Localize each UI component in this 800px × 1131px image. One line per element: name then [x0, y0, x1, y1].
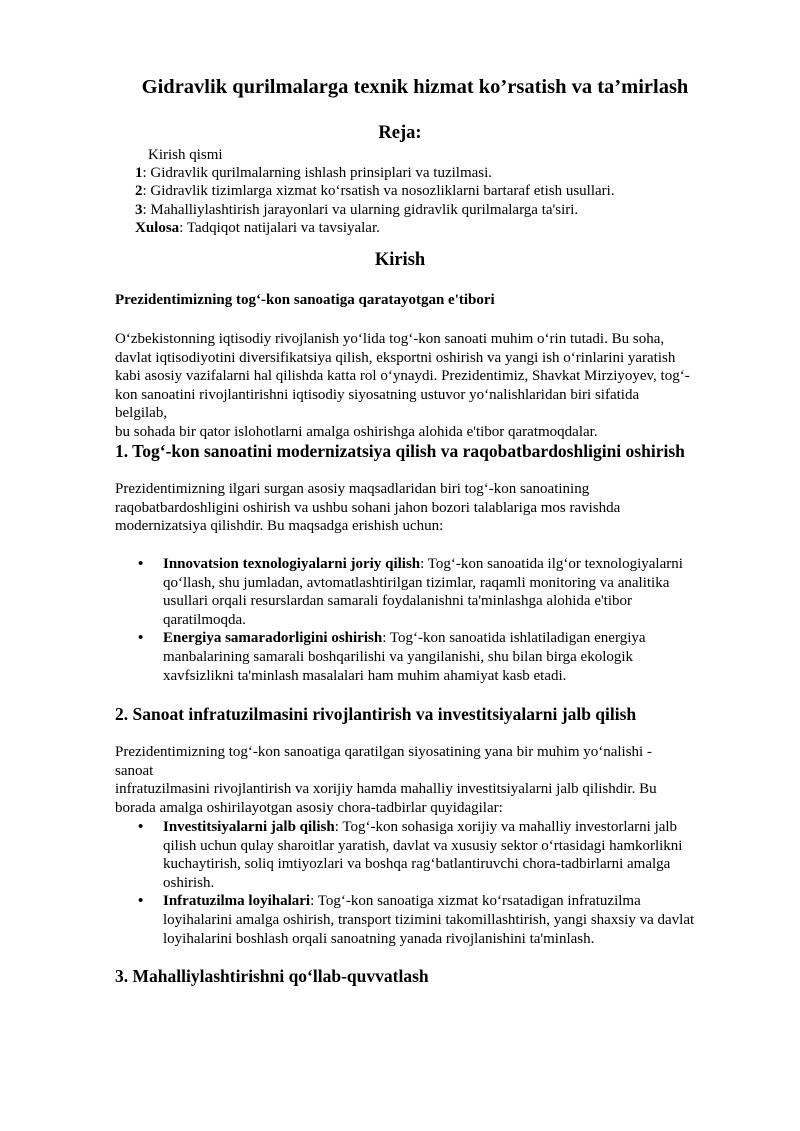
plan-item-text: : Mahalliylashtirish jarayonlari va ularning gidravlik qurilmalarga ta'siri. — [142, 201, 579, 218]
bullet-text: loyihalarini amalga oshirish, transport tizimini takomillashtirish, yangi shaxsiy va davlat — [163, 911, 695, 928]
bullet-text: : Tog‘-kon sohasiga xorijiy va mahalliy investorlarni jalb — [334, 819, 678, 835]
intro-paragraph — [115, 330, 690, 442]
paragraph-line: modernizatsiya qilishdir. Bu maqsadga erishish uchun: — [115, 518, 444, 535]
document-title: Gidravlik qurilmalarga texnik hizmat ko’rsatish va ta’mirlash — [141, 76, 689, 98]
bullet-text: kuchaytirish, soliq imtiyozlari va boshqa rag‘batlantiruvchi chora-tadbirlarni amalga — [163, 856, 671, 873]
bullet-text: qo‘llash, shu jumladan, avtomatlashtirilgan tizimlar, raqamli monitoring va analitika — [163, 574, 670, 591]
bullet-text: xavfsizlikni ta'minlash masalalari ham muhim ahamiyat kasb etadi. — [163, 667, 567, 684]
section2-bullet-list — [135, 818, 695, 948]
section1-bullet-list — [135, 555, 695, 685]
intro-heading: Kirish — [374, 250, 426, 270]
paragraph-line: davlat iqtisodiyotini diversifikatsiya qilish, eksportni oshirish va yangi ish o‘rinlarini yaratish — [115, 349, 676, 366]
bullet-term: Energiya samaradorligini oshirish — [163, 630, 383, 647]
plan-item-label: 1 — [135, 165, 143, 182]
list-item — [135, 555, 695, 629]
section2-heading: 2. Sanoat infratuzilmasini rivojlantirish va investitsiyalarni jalb qilish — [115, 704, 637, 724]
bullet-icon: • — [138, 556, 144, 572]
section2-paragraph — [115, 743, 690, 817]
paragraph-line: raqobatbardoshligini oshirish va ushbu sohani jahon bozori talablariga mos ravishda — [115, 499, 621, 516]
plan-item-text: : Gidravlik qurilmalarning ishlash prinsiplari va tuzilmasi. — [142, 165, 493, 182]
bullet-icon: • — [138, 819, 144, 835]
plan-heading: Reja: — [378, 123, 422, 143]
bullet-text: usullari orqali resurslardan samarali foydalanishni ta'minlashga alohida e'tibor — [163, 593, 633, 610]
paragraph-line: borada amalga oshirilayotgan asosiy chora-tadbirlar quyidagilar: — [115, 799, 503, 816]
paragraph-line: O‘zbekistonning iqtisodiy rivojlanish yo‘lida tog‘-kon sanoati muhim o‘rin tutadi. Bu soha, — [115, 331, 665, 347]
plan-item — [135, 182, 615, 200]
list-item — [135, 892, 695, 948]
bullet-text: qilish uchun qulay sharoitlar yaratish, davlat va xususiy sektor o‘rtasidagi hamkorlikni — [163, 837, 683, 854]
bullet-term: Infratuzilma loyihalari — [163, 893, 311, 910]
plan-item-label: 3 — [135, 201, 143, 218]
bullet-term: Innovatsion texnologiyalarni joriy qilish — [163, 556, 421, 572]
plan-item-label: Xulosa — [135, 219, 180, 236]
plan-item-intro: Kirish qismi — [148, 147, 223, 163]
paragraph-line: kabi asosiy vazifalarni hal qilishda katta rol o‘ynaydi. Prezidentimiz, Shavkat Mirziyoyev, tog‘- — [115, 368, 690, 385]
paragraph-line: kon sanoatini rivojlantirishni iqtisodiy siyosatning ustuvor yo‘nalishlaridan biri sifatida belgilab, — [115, 386, 640, 422]
section1-heading: 1. Tog‘-kon sanoatini modernizatsiya qilish va raqobatbardoshligini oshirish — [115, 441, 685, 461]
bullet-text: qaratilmoqda. — [163, 611, 246, 628]
plan-item-text: : Tadqiqot natijalari va tavsiyalar. — [179, 219, 380, 236]
section1-paragraph — [115, 480, 690, 536]
section3-heading: 3. Mahalliylashtirishni qo‘llab-quvvatlash — [115, 966, 429, 986]
plan-item — [135, 201, 615, 219]
bullet-text: : Tog‘-kon sanoatida ishlatiladigan energiya — [382, 630, 646, 647]
bullet-icon: • — [138, 630, 144, 647]
bullet-text: : Tog‘-kon sanoatiga xizmat ko‘rsatadigan infratuzilma — [310, 893, 641, 910]
paragraph-line: bu sohada bir qator islohotlarni amalga oshirishga alohida e'tibor qaratmoqdalar. — [115, 423, 598, 440]
plan-item-text: : Gidravlik tizimlarga xizmat ko‘rsatish va nosozliklarni bartaraf etish usullari. — [142, 183, 615, 200]
list-item — [135, 629, 695, 685]
bullet-text: : Tog‘-kon sanoatida ilg‘or texnologiyalarni — [420, 556, 683, 572]
bullet-text: manbalarining samarali boshqarilishi va yangilanishi, shu bilan birga ekologik — [163, 648, 634, 665]
paragraph-line: Prezidentimizning tog‘-kon sanoatiga qaratilgan siyosatining yana bir muhim yo‘nalishi - sanoat — [115, 744, 652, 779]
bullet-text: oshirish. — [163, 874, 215, 891]
bullet-term: Investitsiyalarni jalb qilish — [163, 819, 335, 835]
bullet-text: loyihalarini boshlash orqali sanoatning yanada rivojlanishini ta'minlash. — [163, 930, 595, 947]
paragraph-line: infratuzilmasini rivojlantirish va xorijiy hamda mahalliy investitsiyalarni jalb qilishdir. Bu — [115, 781, 657, 798]
paragraph-line: Prezidentimizning ilgari surgan asosiy maqsadlaridan biri tog‘-kon sanoatining — [115, 481, 590, 497]
plan-item-label: 2 — [135, 183, 143, 200]
plan-item — [135, 164, 615, 182]
list-item — [135, 818, 695, 892]
bullet-icon: • — [138, 893, 144, 910]
intro-subheading: Prezidentimizning tog‘-kon sanoatiga qaratayotgan e'tibori — [115, 292, 495, 308]
plan-item — [135, 219, 615, 237]
plan-list — [135, 146, 615, 237]
